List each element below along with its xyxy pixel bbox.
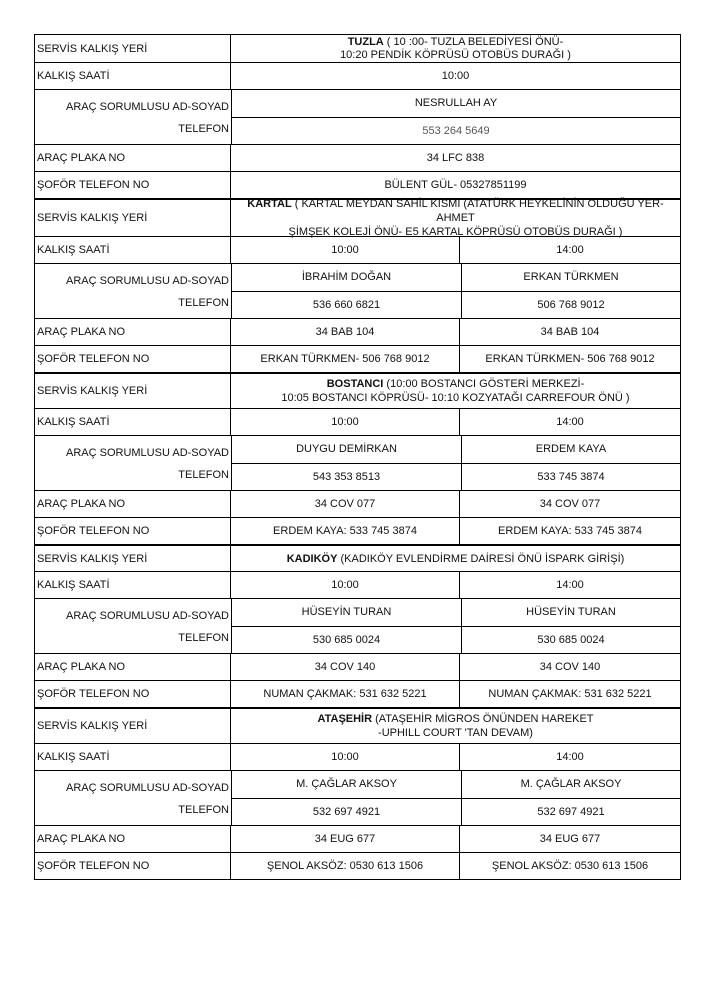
service-schedule-table	[34, 34, 681, 880]
responsible-name-label: ARAÇ SORUMLUSU AD-SOYAD	[66, 101, 229, 113]
plate-label: ARAÇ PLAKA NO	[35, 491, 231, 517]
departure-time-label: KALKIŞ SAATİ	[35, 409, 231, 435]
atasehir-place-line1: (ATAŞEHİR MİGROS ÖNÜNDEN HAREKET	[372, 713, 594, 725]
bostanci-place-row	[35, 372, 680, 408]
tuzla-responsible-row	[35, 89, 680, 144]
tuzla-responsible-phone: 553 264 5649	[232, 117, 680, 145]
kartal-driver-row	[35, 345, 680, 372]
kartal-responsible-phone-2: 506 768 9012	[462, 291, 680, 319]
departure-place-label: SERVİS KALKIŞ YERİ	[35, 546, 231, 571]
kadikoy-responsible-name-1: HÜSEYİN TURAN	[301, 606, 392, 619]
kadikoy-place-name: KADIKÖY	[286, 552, 338, 565]
kadikoy-driver-row	[35, 680, 680, 707]
bostanci-place-line2: 10:05 BOSTANCI KÖPRÜSÜ- 10:10 KOZYATAĞI CARREFOUR ÖNÜ )	[281, 392, 630, 404]
tuzla-place-name: TUZLA	[347, 35, 384, 48]
atasehir-plate-row	[35, 825, 680, 852]
kartal-driver-2: ERKAN TÜRKMEN- 506 768 9012	[485, 353, 655, 365]
driver-phone-label: ŞOFÖR TELEFON NO	[35, 681, 231, 707]
departure-time-label: KALKIŞ SAATİ	[35, 744, 231, 770]
tuzla-responsible	[232, 90, 680, 144]
kadikoy-responsible-phone-2: 530 685 0024	[462, 626, 680, 654]
atasehir-responsible-phone-1: 532 697 4921	[232, 798, 461, 826]
kartal-plate-1: 34 BAB 104	[231, 319, 460, 345]
kadikoy-plate-2: 34 COV 140	[539, 661, 601, 673]
departure-time-label: KALKIŞ SAATİ	[35, 572, 231, 598]
driver-phone-label: ŞOFÖR TELEFON NO	[35, 346, 231, 372]
kartal-plate-row	[35, 318, 680, 345]
kadikoy-responsible-row	[35, 598, 680, 653]
bostanci-plate-row	[35, 490, 680, 517]
kadikoy-place-line1: (KADIKÖY EVLENDİRME DAİRESİ ÖNÜ İSPARK GİRİŞİ)	[337, 552, 625, 565]
atasehir-driver-1: ŞENOL AKSÖZ: 0530 613 1506	[231, 853, 460, 879]
tuzla-time: 10:00	[441, 70, 470, 82]
bostanci-responsible-name-2: ERDEM KAYA	[535, 443, 607, 456]
kartal-place-name: KARTAL	[247, 198, 292, 210]
kartal-responsible-1	[232, 264, 462, 318]
responsible-phone-label: TELEFON	[178, 632, 229, 644]
tuzla-plate: 34 LFC 838	[426, 152, 485, 164]
bostanci-time-row	[35, 408, 680, 435]
tuzla-driver-row	[35, 171, 680, 198]
driver-phone-label: ŞOFÖR TELEFON NO	[35, 518, 231, 544]
tuzla-place-line1: ( 10 :00- TUZLA BELEDİYESİ ÖNÜ-	[383, 35, 564, 48]
atasehir-place	[231, 709, 680, 743]
atasehir-responsible-name-1: M. ÇAĞLAR AKSOY	[296, 778, 397, 791]
responsible-name-label: ARAÇ SORUMLUSU AD-SOYAD	[66, 447, 229, 459]
kartal-place-row	[35, 198, 680, 236]
kadikoy-responsible-1	[232, 599, 462, 653]
kadikoy-place-row	[35, 544, 680, 571]
responsible-label	[35, 771, 232, 825]
kartal-plate-2: 34 BAB 104	[540, 326, 600, 338]
bostanci-time-2: 14:00	[556, 416, 584, 428]
tuzla-plate-row	[35, 144, 680, 171]
departure-place-label: SERVİS KALKIŞ YERİ	[35, 374, 231, 408]
departure-place-label: SERVİS KALKIŞ YERİ	[35, 709, 231, 743]
bostanci-place-line1: (10:00 BOSTANCI GÖSTERİ MERKEZİ-	[383, 378, 585, 390]
kartal-responsible-name-1: İBRAHİM DOĞAN	[301, 271, 392, 284]
kadikoy-responsible-2	[462, 599, 680, 653]
bostanci-place	[231, 374, 680, 408]
responsible-phone-label: TELEFON	[178, 469, 229, 481]
departure-place-label: SERVİS KALKIŞ YERİ	[35, 35, 231, 62]
responsible-label	[35, 599, 232, 653]
kadikoy-plate-1: 34 COV 140	[231, 654, 460, 680]
responsible-name-label: ARAÇ SORUMLUSU AD-SOYAD	[66, 782, 229, 794]
atasehir-place-row	[35, 707, 680, 743]
bostanci-driver-1: ERDEM KAYA: 533 745 3874	[231, 518, 460, 544]
kartal-place	[231, 200, 680, 236]
kadikoy-driver-1: NUMAN ÇAKMAK: 531 632 5221	[231, 681, 460, 707]
tuzla-place-row	[35, 35, 680, 62]
atasehir-time-row	[35, 743, 680, 770]
atasehir-time-2: 14:00	[556, 751, 584, 763]
kartal-responsible-2	[462, 264, 680, 318]
atasehir-responsible-name-2: M. ÇAĞLAR AKSOY	[520, 778, 622, 791]
responsible-label	[35, 90, 232, 144]
responsible-name-label: ARAÇ SORUMLUSU AD-SOYAD	[66, 610, 229, 622]
atasehir-responsible-row	[35, 770, 680, 825]
bostanci-responsible-2	[462, 436, 680, 490]
departure-place-label: SERVİS KALKIŞ YERİ	[35, 200, 231, 236]
atasehir-responsible-phone-2: 532 697 4921	[462, 798, 680, 826]
responsible-phone-label: TELEFON	[178, 804, 229, 816]
kartal-time-row	[35, 236, 680, 263]
bostanci-driver-row	[35, 517, 680, 544]
kartal-responsible-phone-1: 536 660 6821	[232, 291, 461, 319]
atasehir-driver-row	[35, 852, 680, 879]
kartal-place-line1: ( KARTAL MEYDAN SAHİL KISMI (ATATÜRK HEYKELİNİN OLDUĞU YER- AHMET	[291, 198, 664, 224]
kadikoy-time-row	[35, 571, 680, 598]
responsible-phone-label: TELEFON	[178, 297, 229, 309]
departure-time-label: KALKIŞ SAATİ	[35, 63, 231, 89]
tuzla-responsible-name: NESRULLAH AY	[414, 97, 498, 110]
atasehir-place-line2: -UPHILL COURT 'TAN DEVAM)	[378, 727, 533, 739]
plate-label: ARAÇ PLAKA NO	[35, 654, 231, 680]
bostanci-place-name: BOSTANCI	[326, 378, 384, 390]
responsible-name-label: ARAÇ SORUMLUSU AD-SOYAD	[66, 275, 229, 287]
driver-phone-label: ŞOFÖR TELEFON NO	[35, 853, 231, 879]
bostanci-responsible-name-1: DUYGU DEMİRKAN	[296, 443, 397, 456]
kartal-driver-1: ERKAN TÜRKMEN- 506 768 9012	[231, 346, 460, 372]
responsible-label	[35, 264, 232, 318]
atasehir-time-1: 10:00	[231, 744, 460, 770]
plate-label: ARAÇ PLAKA NO	[35, 826, 231, 852]
kartal-responsible-row	[35, 263, 680, 318]
tuzla-place-line2: 10:20 PENDİK KÖPRÜSÜ OTOBÜS DURAĞI )	[340, 48, 571, 61]
kartal-place-line2: ŞİMŞEK KOLEJİ ÖNÜ- E5 KARTAL KÖPRÜSÜ OTOBÜS DURAĞI )	[288, 226, 623, 238]
bostanci-responsible-phone-2: 533 745 3874	[462, 463, 680, 491]
bostanci-time-1: 10:00	[231, 409, 460, 435]
atasehir-responsible-2	[462, 771, 680, 825]
plate-label: ARAÇ PLAKA NO	[35, 145, 231, 171]
bostanci-plate-2: 34 COV 077	[539, 498, 601, 510]
bostanci-driver-2: ERDEM KAYA: 533 745 3874	[498, 525, 642, 537]
atasehir-driver-2: ŞENOL AKSÖZ: 0530 613 1506	[491, 860, 649, 872]
responsible-label	[35, 436, 232, 490]
kadikoy-driver-2: NUMAN ÇAKMAK: 531 632 5221	[488, 688, 652, 700]
departure-time-label: KALKIŞ SAATİ	[35, 237, 231, 263]
kartal-time-2: 14:00	[556, 244, 584, 256]
kartal-time-1: 10:00	[231, 237, 460, 263]
kadikoy-time-2: 14:00	[556, 579, 584, 591]
kadikoy-time-1: 10:00	[231, 572, 460, 598]
atasehir-plate-2: 34 EUG 677	[539, 833, 601, 845]
atasehir-place-name: ATAŞEHİR	[317, 713, 373, 725]
kartal-responsible-name-2: ERKAN TÜRKMEN	[523, 271, 619, 284]
bostanci-responsible-1	[232, 436, 462, 490]
tuzla-time-row	[35, 62, 680, 89]
kadikoy-plate-row	[35, 653, 680, 680]
kadikoy-responsible-phone-1: 530 685 0024	[232, 626, 461, 654]
atasehir-plate-1: 34 EUG 677	[231, 826, 460, 852]
tuzla-place	[231, 35, 680, 62]
plate-label: ARAÇ PLAKA NO	[35, 319, 231, 345]
bostanci-plate-1: 34 COV 077	[231, 491, 460, 517]
tuzla-driver: BÜLENT GÜL- 05327851199	[384, 179, 527, 191]
kadikoy-responsible-name-2: HÜSEYİN TURAN	[526, 606, 616, 619]
bostanci-responsible-row	[35, 435, 680, 490]
responsible-phone-label: TELEFON	[178, 123, 229, 135]
atasehir-responsible-1	[232, 771, 462, 825]
kadikoy-place	[231, 546, 680, 571]
driver-phone-label: ŞOFÖR TELEFON NO	[35, 172, 231, 198]
bostanci-responsible-phone-1: 543 353 8513	[232, 463, 461, 491]
